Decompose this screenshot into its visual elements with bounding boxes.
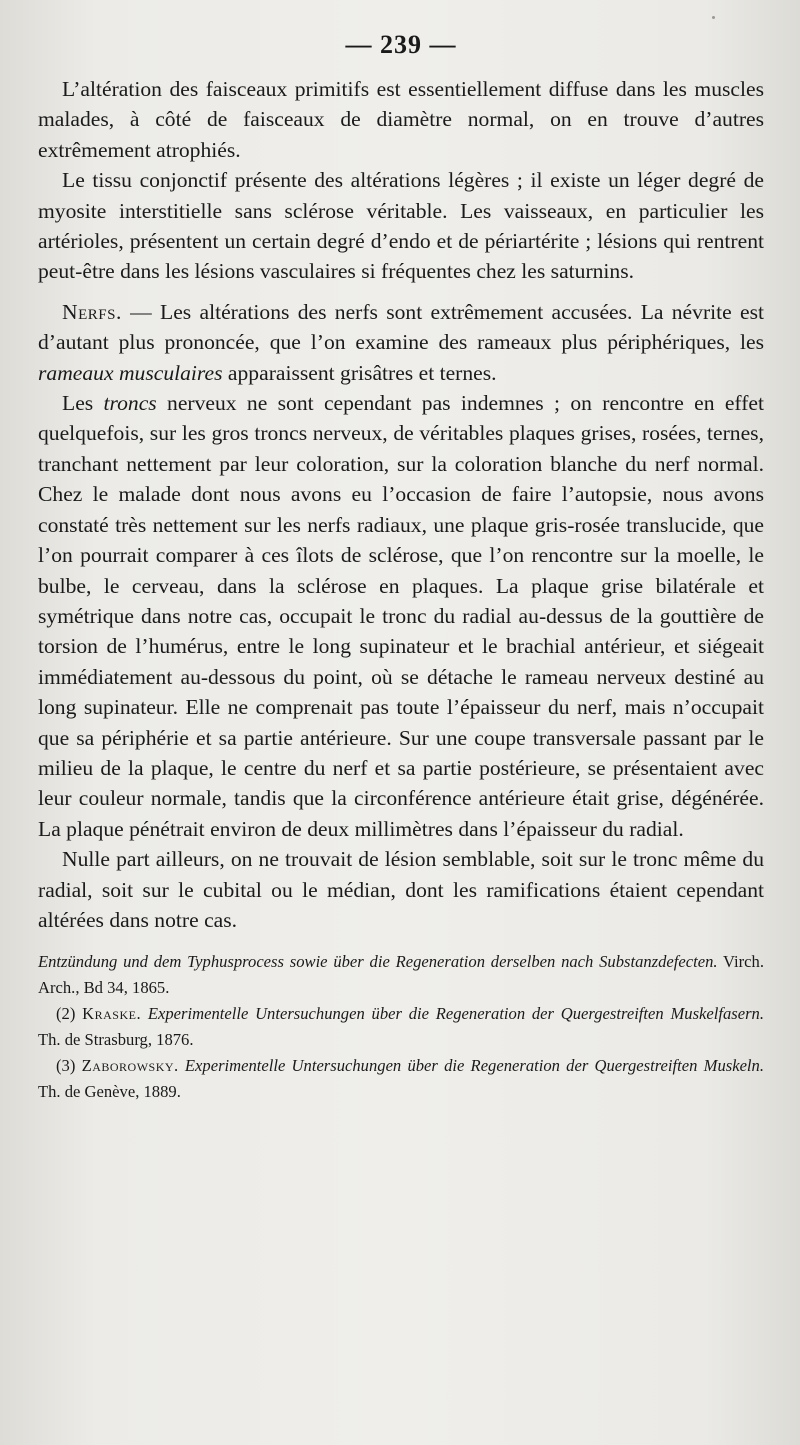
footnote-1-source: Virch. Arch., Bd 34, 1865. [38,952,764,998]
page-number: — 239 — [345,30,457,59]
footnote-2-author: Kraske. [82,1004,142,1024]
footnote-2-source: Th. de Strasburg, 1876. [38,1030,194,1050]
paragraph-2: Le tissu conjonctif présente des altérations légères ; il existe un léger degré de myosite interstitielle sans sclérose véritable. Les vaisseaux, en particulier les artérioles, présentent un certain degré d’endo et de périartérite ; lésions qui rentrent peut-être dans les lésions vasculaires si fréquentes chez les saturnins. [38,168,764,284]
footnote-3-title: Experimentelle Untersuchungen über die Regeneration der Quergestreiften Muskeln. [178,1056,764,1076]
paragraph-5: Nulle part ailleurs, on ne trouvait de lésion semblable, soit sur le tronc même du radial, soit sur le cubital ou le médian, dont les ramifications étaient cependant altérées dans notre cas. [38,847,764,932]
paper-speck [712,16,715,19]
body-text [38,74,764,935]
footnote-3 [38,1053,764,1105]
paragraph-3-text-a: — Les altérations des nerfs sont extrêmement accusées. La névrite est d’autant plus prononcée, que l’on examine des rameaux plus périphériques, les [38,299,764,355]
footnotes [38,949,764,1105]
section-heading-nerfs: Nerfs. [62,299,122,324]
footnote-3-author: Zaborowsky. [81,1056,179,1076]
paragraph-3 [38,297,764,388]
paragraph-4-emphasis: troncs [103,391,157,416]
footnote-2-number: (2) [56,1004,83,1024]
paragraph-3-emphasis: rameaux musculaires [38,360,223,385]
footnote-1-title: Entzündung und dem Typhusprocess sowie über die Regeneration derselben nach Substanzdefecten. [38,952,718,972]
footnote-1-continued [38,949,764,1001]
footnote-2 [38,1001,764,1053]
footnote-3-source: Th. de Genève, 1889. [38,1082,181,1102]
paragraph-3-text-b: apparaissent grisâtres et ternes. [222,360,497,385]
footnote-2-title: Experimentelle Untersuchungen über die Regeneration der Quergestreiften Muskelfasern. [141,1004,765,1024]
paragraph-1: L’altération des faisceaux primitifs est essentiellement diffuse dans les muscles malades, à côté de faisceaux de diamètre normal, on en trouve d’autres extrêmement atrophiés. [38,77,764,162]
paragraph-4-text-a: Les [62,391,104,416]
paragraph-4 [38,388,764,844]
paragraph-4-text-b: nerveux ne sont cependant pas indemnes ; on rencontre en effet quelquefois, sur les gros troncs nerveux, de véritables plaques grises, rosées, ternes, tranchant nettement par leur coloration, sur la coloration blanche du nerf normal. Chez le malade dont nous avons eu l’occasion de faire l’autopsie, nous avons constaté très nettement sur les nerfs radiaux, une plaque gris-rosée translucide, que l’on pourrait comparer à ces îlots de sclérose, que l’on rencontre sur la moelle, le bulbe, le cerveau, dans la sclérose en plaques. La plaque grise bilatérale et symétrique dans notre cas, occupait le tronc du radial au-dessus de la gouttière de torsion de l’humérus, entre le long supinateur et le brachial antérieur, et siégeait immédiatement au-dessous du point, où se détache le rameau nerveux destiné au long supinateur. Elle ne comprenait pas toute l’épaisseur du nerf, mais n’occupait que sa périphérie et sa partie antérieure. Sur une coupe transversale passant par le milieu de la plaque, le centre du nerf et sa partie postérieure, se présentaient avec leur couleur normale, tandis que la circonférence antérieure était grise, dégénérée. La plaque pénétrait environ de deux millimètres dans l’épaisseur du radial. [38,391,764,841]
footnote-3-number: (3) [56,1056,82,1076]
